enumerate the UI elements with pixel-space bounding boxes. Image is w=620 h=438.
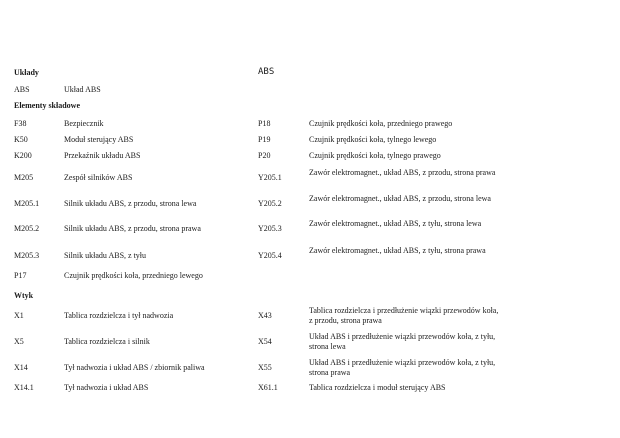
component-code: P20	[258, 151, 271, 160]
component-desc: Silnik układu ABS, z przodu, strona lewa	[64, 199, 197, 208]
component-desc: Zawór elektromagnet., układ ABS, z przodu, strona lewa	[309, 194, 491, 203]
component-code: F38	[14, 119, 27, 128]
connector-desc: Tablica rozdzielcza i moduł sterujący ABS	[309, 383, 446, 392]
component-desc: Czujnik prędkości koła, tylnego prawego	[309, 151, 441, 160]
component-code: M205.2	[14, 224, 40, 233]
component-code: K50	[14, 135, 28, 144]
component-desc: Silnik układu ABS, z tyłu	[64, 251, 147, 260]
component-desc: Moduł sterujący ABS	[64, 135, 134, 144]
component-code: Y205.4	[258, 251, 282, 260]
components-heading: Elementy składowe	[14, 101, 80, 110]
component-desc: Czujnik prędkości koła, przedniego lewego	[64, 271, 203, 280]
connector-code: X14.1	[14, 383, 34, 392]
system-code: ABS	[14, 85, 30, 94]
connector-desc: Tablica rozdzielcza i tył nadwozia	[64, 311, 174, 320]
connector-code: X54	[258, 337, 272, 346]
connector-desc: Tablica rozdzielcza i przedłużenie wiązki przewodów koła, z przodu, strona prawa	[309, 306, 499, 325]
component-desc: Zespół silników ABS	[64, 173, 133, 182]
component-desc: Zawór elektromagnet., układ ABS, z tyłu, strona lewa	[309, 219, 482, 228]
component-desc: Silnik układu ABS, z przodu, strona prawa	[64, 224, 201, 233]
component-desc: Czujnik prędkości koła, tylnego lewego	[309, 135, 437, 144]
connector-desc: Tył nadwozia i układ ABS / zbiornik paliwa	[64, 363, 205, 372]
connector-code: X5	[14, 337, 24, 346]
component-code: P17	[14, 271, 27, 280]
component-code: Y205.3	[258, 224, 282, 233]
connector-code: X43	[258, 311, 272, 320]
connector-code: X14	[14, 363, 28, 372]
connectors-heading: Wtyk	[14, 291, 34, 300]
component-code: P18	[258, 119, 271, 128]
component-code: M205.1	[14, 199, 40, 208]
connector-desc: Tablica rozdzielcza i silnik	[64, 337, 150, 346]
component-code: Y205.1	[258, 173, 282, 182]
component-code: M205.3	[14, 251, 40, 260]
connector-code: X55	[258, 363, 272, 372]
component-code: M205	[14, 173, 34, 182]
component-desc: Przekaźnik układu ABS	[64, 151, 141, 160]
connector-code: X1	[14, 311, 24, 320]
component-desc: Zawór elektromagnet., układ ABS, z tyłu, strona prawa	[309, 246, 486, 255]
connector-desc: Układ ABS i przedłużenie wiązki przewodów koła, z tyłu, strona lewa	[309, 332, 496, 351]
connector-desc: Tył nadwozia i układ ABS	[64, 383, 149, 392]
component-desc: Czujnik prędkości koła, przedniego prawego	[309, 119, 453, 128]
system-name: Układ ABS	[64, 85, 101, 94]
component-code: K200	[14, 151, 32, 160]
component-code: Y205.2	[258, 199, 282, 208]
component-desc: Zawór elektromagnet., układ ABS, z przodu, strona prawa	[309, 168, 496, 177]
connector-code: X61.1	[258, 383, 278, 392]
connector-desc: Układ ABS i przedłużenie wiązki przewodów koła, z tyłu, strona prawa	[309, 358, 496, 377]
diagram-label: ABS	[258, 67, 275, 77]
component-desc: Bezpiecznik	[64, 119, 104, 128]
systems-heading: Układy	[14, 68, 39, 77]
component-code: P19	[258, 135, 271, 144]
